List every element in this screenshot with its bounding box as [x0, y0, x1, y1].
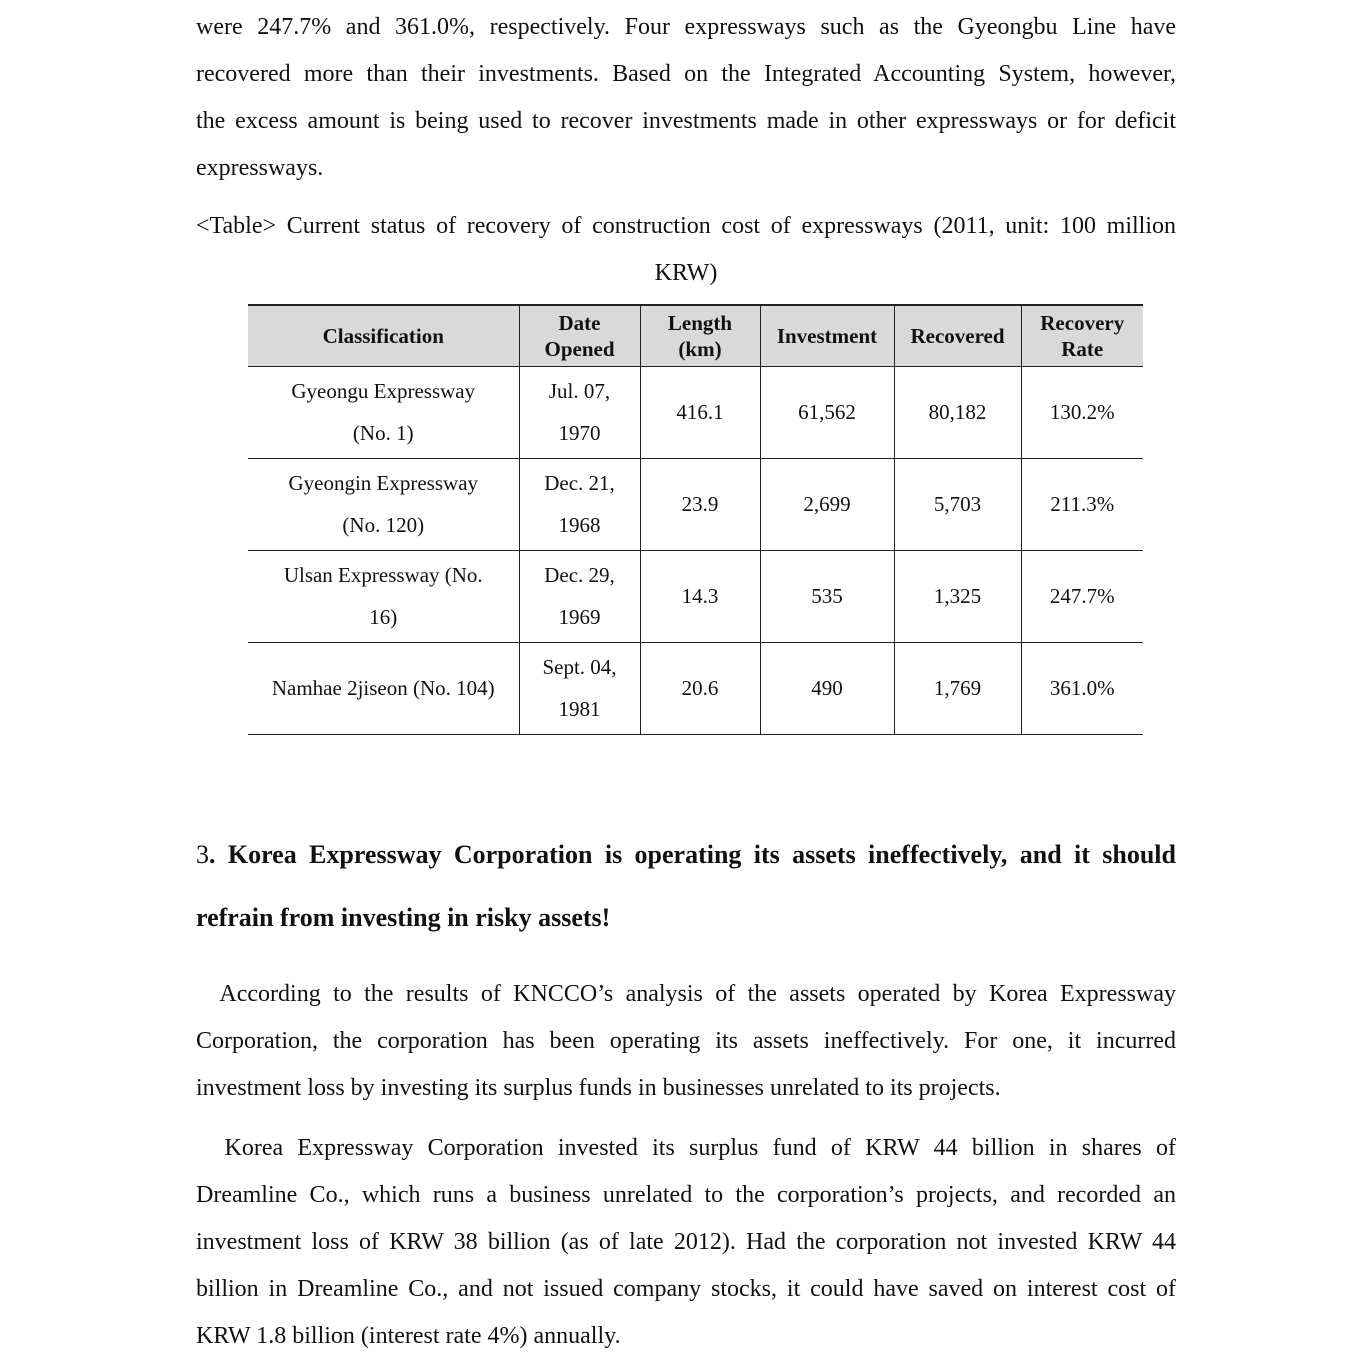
text-line: were 247.7% and 361.0%, respectively. Four expressways such as the Gyeongbu Line have — [196, 14, 1176, 40]
header-recovery-rate: Recovery Rate — [1021, 305, 1143, 366]
investment-paragraph — [196, 1133, 1176, 1368]
cell-length: 14.3 — [640, 550, 760, 642]
text-line: investment loss of KRW 38 billion (as of late 2012). Had the corporation not invested KRW 44 — [196, 1229, 1176, 1255]
caption-line: KRW) — [654, 260, 718, 286]
header-date-opened: Date Opened — [519, 305, 640, 366]
table-row — [248, 642, 1143, 734]
text-line: billion in Dreamline Co., and not issued company stocks, it could have saved on interest cost of — [196, 1276, 1176, 1302]
intro-paragraph — [196, 12, 1176, 200]
cell-investment: 490 — [760, 642, 894, 734]
cell-classification: Gyeongu Expressway (No. 1) — [248, 366, 519, 458]
cell-date-opened: Sept. 04, 1981 — [519, 642, 640, 734]
cell-recovery-rate: 361.0% — [1021, 642, 1143, 734]
cell-date-opened: Dec. 21, 1968 — [519, 458, 640, 550]
cell-recovered: 1,769 — [894, 642, 1021, 734]
section-heading — [196, 836, 1176, 962]
cell-recovered: 80,182 — [894, 366, 1021, 458]
text-line: expressways. — [196, 155, 324, 181]
heading-line: refrain from investing in risky assets! — [196, 903, 611, 932]
header-classification: Classification — [248, 305, 519, 366]
cell-recovered: 5,703 — [894, 458, 1021, 550]
cell-investment: 61,562 — [760, 366, 894, 458]
cell-date-opened: Dec. 29, 1969 — [519, 550, 640, 642]
text-line: recovered more than their investments. Based on the Integrated Accounting System, however, — [196, 61, 1176, 87]
table-row — [248, 458, 1143, 550]
text-line: the excess amount is being used to recover investments made in other expressways or for deficit — [196, 108, 1176, 134]
table-row — [248, 366, 1143, 458]
cell-investment: 2,699 — [760, 458, 894, 550]
text-line: Dreamline Co., which runs a business unrelated to the corporation’s projects, and recorded an — [196, 1182, 1176, 1208]
cell-length: 20.6 — [640, 642, 760, 734]
cell-classification: Namhae 2jiseon (No. 104) — [248, 642, 519, 734]
text-line: investment loss by investing its surplus funds in businesses unrelated to its projects. — [196, 1075, 1001, 1101]
heading-text: . Korea Expressway Corporation is operating its assets ineffectively, and it should — [209, 840, 1176, 869]
header-recovered: Recovered — [894, 305, 1021, 366]
cell-recovery-rate: 247.7% — [1021, 550, 1143, 642]
analysis-paragraph — [196, 979, 1176, 1120]
table-header-row — [248, 305, 1143, 366]
header-investment: Investment — [760, 305, 894, 366]
header-length: Length (km) — [640, 305, 760, 366]
cell-length: 23.9 — [640, 458, 760, 550]
text-line: According to the results of KNCCO’s analysis of the assets operated by Korea Expressway — [196, 981, 1176, 1007]
cell-recovery-rate: 211.3% — [1021, 458, 1143, 550]
cell-classification: Ulsan Expressway (No. 16) — [248, 550, 519, 642]
cell-investment: 535 — [760, 550, 894, 642]
section-number: 3 — [196, 840, 209, 869]
cell-classification: Gyeongin Expressway (No. 120) — [248, 458, 519, 550]
caption-line: <Table> Current status of recovery of construction cost of expressways (2011, unit: 100 million — [196, 213, 1176, 239]
cell-length: 416.1 — [640, 366, 760, 458]
text-line: Korea Expressway Corporation invested its surplus fund of KRW 44 billion in shares of — [196, 1135, 1176, 1161]
table-caption — [196, 211, 1176, 305]
cell-recovery-rate: 130.2% — [1021, 366, 1143, 458]
recovery-table — [248, 304, 1143, 735]
text-line: KRW 1.8 billion (interest rate 4%) annually. — [196, 1323, 621, 1349]
heading-line — [196, 836, 1176, 899]
text-line: Corporation, the corporation has been operating its assets ineffectively. For one, it incurred — [196, 1028, 1176, 1054]
cell-date-opened: Jul. 07, 1970 — [519, 366, 640, 458]
table-row — [248, 550, 1143, 642]
cell-recovered: 1,325 — [894, 550, 1021, 642]
